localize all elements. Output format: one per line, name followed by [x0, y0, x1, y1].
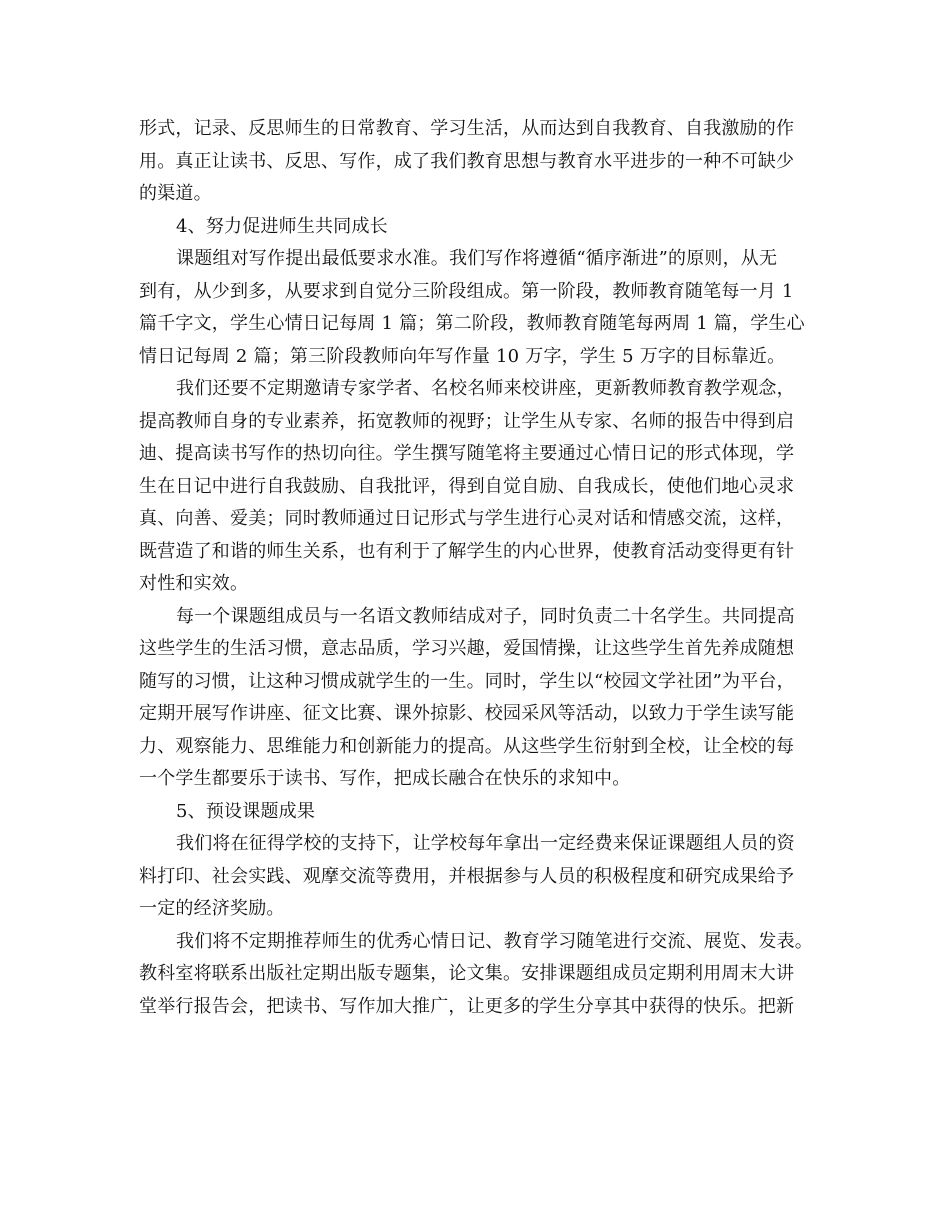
paragraph-line: 每一个课题组成员与一名语文教师结成对子，同时负责二十名学生。共同提高 [176, 605, 795, 627]
paragraph-line: 生在日记中进行自我鼓励、自我批评，得到自觉自励、自我成长，使他们地心灵求 [139, 475, 795, 497]
paragraph-line: 对性和实效。 [139, 573, 249, 594]
paragraph-line: 迪、提高读书写作的热切向往。学生撰写随笔将主要通过心情日记的形式体现，学 [139, 443, 795, 464]
paragraph-line: 既营造了和谐的师生关系，也有利于了解学生的内心世界，使教育活动变得更有针 [139, 540, 795, 562]
paragraph-line: 提高教师自身的专业素养，拓宽教师的视野；让学生从专家、名师的报告中得到启 [139, 410, 795, 432]
section-heading: 4、努力促进师生共同成长 [176, 215, 388, 237]
paragraph-line: 形式，记录、反思师生的日常教育、学习生活，从而达到自我教育、自我激励的作 [139, 118, 795, 139]
paragraph-line: 篇千字文，学生心情日记每周 1 篇；第二阶段，教师教育随笔每两周 1 篇，学生心 [139, 313, 805, 334]
paragraph-line: 情日记每周 2 篇；第三阶段教师向年写作量 10 万字，学生 5 万字的目标靠近。 [139, 345, 786, 367]
paragraph-line: 我们将不定期推荐师生的优秀心情日记、教育学习随笔进行交流、展览、发表。 [176, 930, 813, 952]
paragraph-line: 教科室将联系出版社定期出版专题集，论文集。安排课题组成员定期利用周末大讲 [139, 963, 795, 984]
paragraph-line: 一定的经济奖励。 [139, 898, 285, 919]
document-page [139, 113, 819, 1023]
paragraph-line: 课题组对写作提出最低要求水准。我们写作将遵循“循序渐进”的原则，从无 [176, 248, 778, 269]
paragraph-line: 一个学生都要乐于读书、写作，把成长融合在快乐的求知中。 [139, 768, 631, 789]
paragraph-line: 堂举行报告会，把读书、写作加大推广，让更多的学生分享其中获得的快乐。把新 [139, 995, 795, 1017]
paragraph-line: 到有，从少到多，从要求到自觉分三阶段组成。第一阶段，教师教育随笔每一月 1 [139, 280, 794, 302]
paragraph-line: 这些学生的生活习惯，意志品质，学习兴趣，爱国情操，让这些学生首先养成随想 [139, 638, 795, 659]
section-heading: 5、预设课题成果 [176, 800, 316, 822]
paragraph-line: 的渠道。 [139, 183, 212, 204]
paragraph-line: 定期开展写作讲座、征文比赛、课外掠影、校园采风等活动，以致力于学生读写能 [139, 703, 795, 724]
paragraph-line: 真、向善、爱美；同时教师通过日记形式与学生进行心灵对话和情感交流，这样， [139, 508, 795, 529]
paragraph-line: 我们还要不定期邀请专家学者、名校名师来校讲座，更新教师教育教学观念， [176, 378, 795, 399]
paragraph-line: 我们将在征得学校的支持下，让学校每年拿出一定经费来保证课题组人员的资 [176, 833, 795, 854]
paragraph-line: 用。真正让读书、反思、写作，成了我们教育思想与教育水平进步的一种不可缺少 [139, 150, 795, 172]
paragraph-line: 随写的习惯，让这种习惯成就学生的一生。同时，学生以“校园文学社团”为平台， [139, 670, 795, 692]
paragraph-line: 料打印、社会实践、观摩交流等费用，并根据参与人员的积极程度和研究成果给予 [139, 865, 795, 887]
paragraph-line: 力、观察能力、思维能力和创新能力的提高。从这些学生衍射到全校，让全校的每 [139, 735, 795, 757]
